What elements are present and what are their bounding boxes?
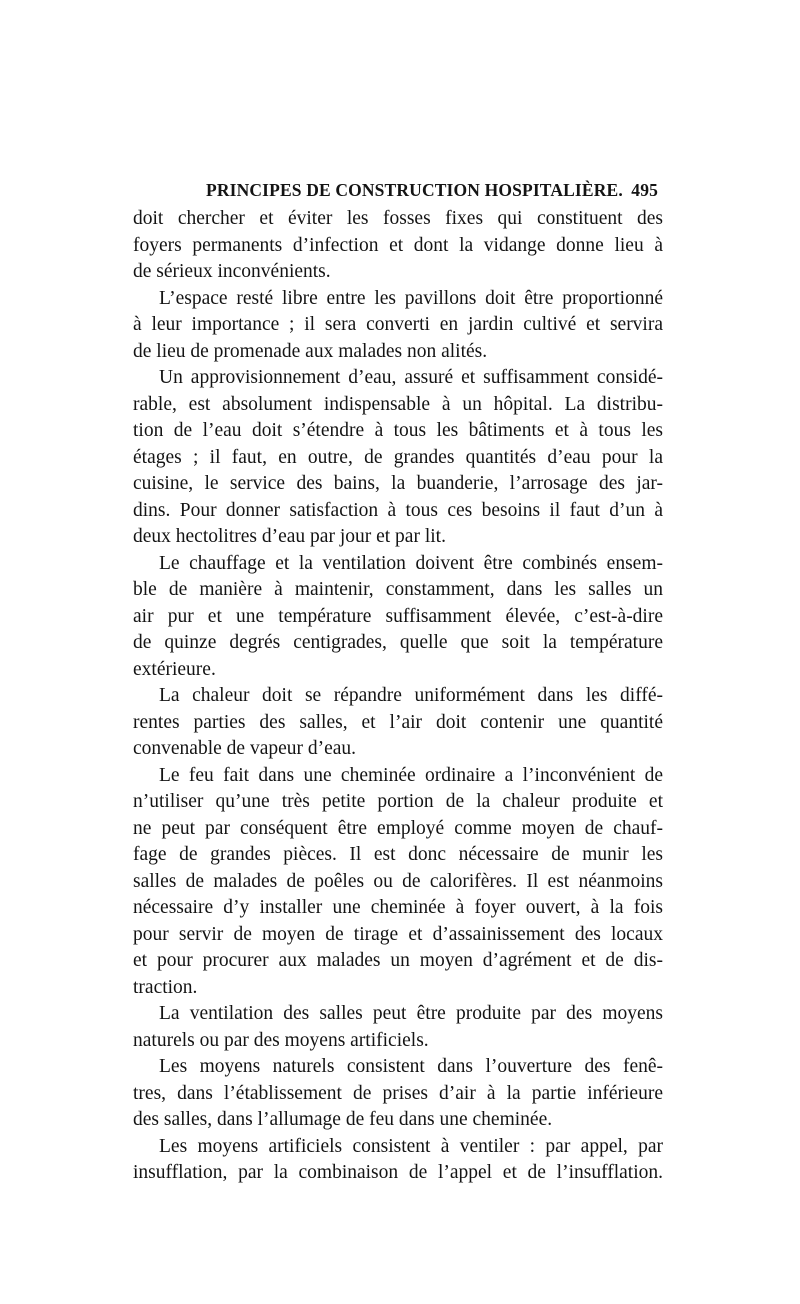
text-line: Le feu fait dans une cheminée ordinaire a l’inconvénient de bbox=[159, 764, 663, 786]
text-line: ne peut par conséquent être employé comme moyen de chauf- bbox=[133, 817, 663, 839]
text-line: n’utiliser qu’une très petite portion de la chaleur produite et bbox=[133, 791, 663, 812]
text-line: à leur importance ; il sera converti en jardin cultivé et servira bbox=[133, 314, 663, 335]
running-title: PRINCIPES DE CONSTRUCTION HOSPITALIÈRE. bbox=[206, 180, 623, 200]
text-line: de quinze degrés centigrades, quelle que soit la température bbox=[133, 632, 663, 653]
page-number: 495 bbox=[631, 180, 658, 200]
text-line: tion de l’eau doit s’étendre à tous les bâtiments et à tous les bbox=[133, 420, 663, 441]
text-line: L’espace resté libre entre les pavillons doit être proportionné bbox=[159, 287, 663, 309]
text-line: pour servir de moyen de tirage et d’assainissement des locaux bbox=[133, 923, 663, 945]
text-line: étages ; il faut, en outre, de grandes quantités d’eau pour la bbox=[133, 446, 663, 468]
text-line: tres, dans l’établissement de prises d’air à la partie inférieure bbox=[133, 1082, 663, 1104]
text-line: naturels ou par des moyens artificiels. bbox=[133, 1029, 429, 1051]
running-head bbox=[206, 177, 658, 203]
text-line: doit chercher et éviter les fosses fixes qui constituent des bbox=[133, 208, 663, 229]
text-line: air pur et une température suffisamment élevée, c’est-à-dire bbox=[133, 605, 663, 627]
text-line: des salles, dans l’allumage de feu dans une cheminée. bbox=[133, 1109, 553, 1130]
text-line: fage de grandes pièces. Il est donc nécessaire de munir les bbox=[133, 844, 663, 865]
text-line: La ventilation des salles peut être produite par des moyens bbox=[159, 1003, 663, 1024]
text-line: nécessaire d’y installer une cheminée à foyer ouvert, à la fois bbox=[133, 897, 663, 918]
text-line: de sérieux inconvénients. bbox=[133, 261, 331, 282]
text-line: La chaleur doit se répandre uniformément dans les diffé- bbox=[159, 685, 663, 706]
text-line: rable, est absolument indispensable à un hôpital. La distribu- bbox=[133, 393, 663, 415]
text-line: foyers permanents d’infection et dont la vidange donne lieu à bbox=[133, 234, 663, 256]
text-line: Un approvisionnement d’eau, assuré et suffisamment considé- bbox=[159, 367, 663, 388]
text-line: et pour procurer aux malades un moyen d’agrément et de dis- bbox=[133, 950, 663, 971]
text-line: de lieu de promenade aux malades non alités. bbox=[133, 340, 488, 362]
text-line: cuisine, le service des bains, la buanderie, l’arrosage des jar- bbox=[133, 473, 663, 494]
text-line: Les moyens artificiels consistent à ventiler : par appel, par bbox=[159, 1135, 663, 1157]
text-line: Les moyens naturels consistent dans l’ouverture des fenê- bbox=[159, 1056, 663, 1077]
text-line: convenable de vapeur d’eau. bbox=[133, 738, 357, 759]
text-line: insufflation, par la combinaison de l’appel et de l’insufflation. bbox=[133, 1162, 663, 1183]
body-text bbox=[133, 206, 663, 1187]
text-line: ble de manière à maintenir, constamment, dans les salles un bbox=[133, 579, 663, 600]
text-line: dins. Pour donner satisfaction à tous ces besoins il faut d’un à bbox=[133, 499, 663, 521]
text-line: salles de malades de poêles ou de calorifères. Il est néanmoins bbox=[133, 870, 663, 892]
text-line: deux hectolitres d’eau par jour et par lit. bbox=[133, 526, 446, 547]
text-line: Le chauffage et la ventilation doivent être combinés ensem- bbox=[159, 552, 663, 574]
text-line: traction. bbox=[133, 976, 198, 998]
text-line: extérieure. bbox=[133, 658, 216, 680]
text-line: rentes parties des salles, et l’air doit contenir une quantité bbox=[133, 711, 663, 733]
